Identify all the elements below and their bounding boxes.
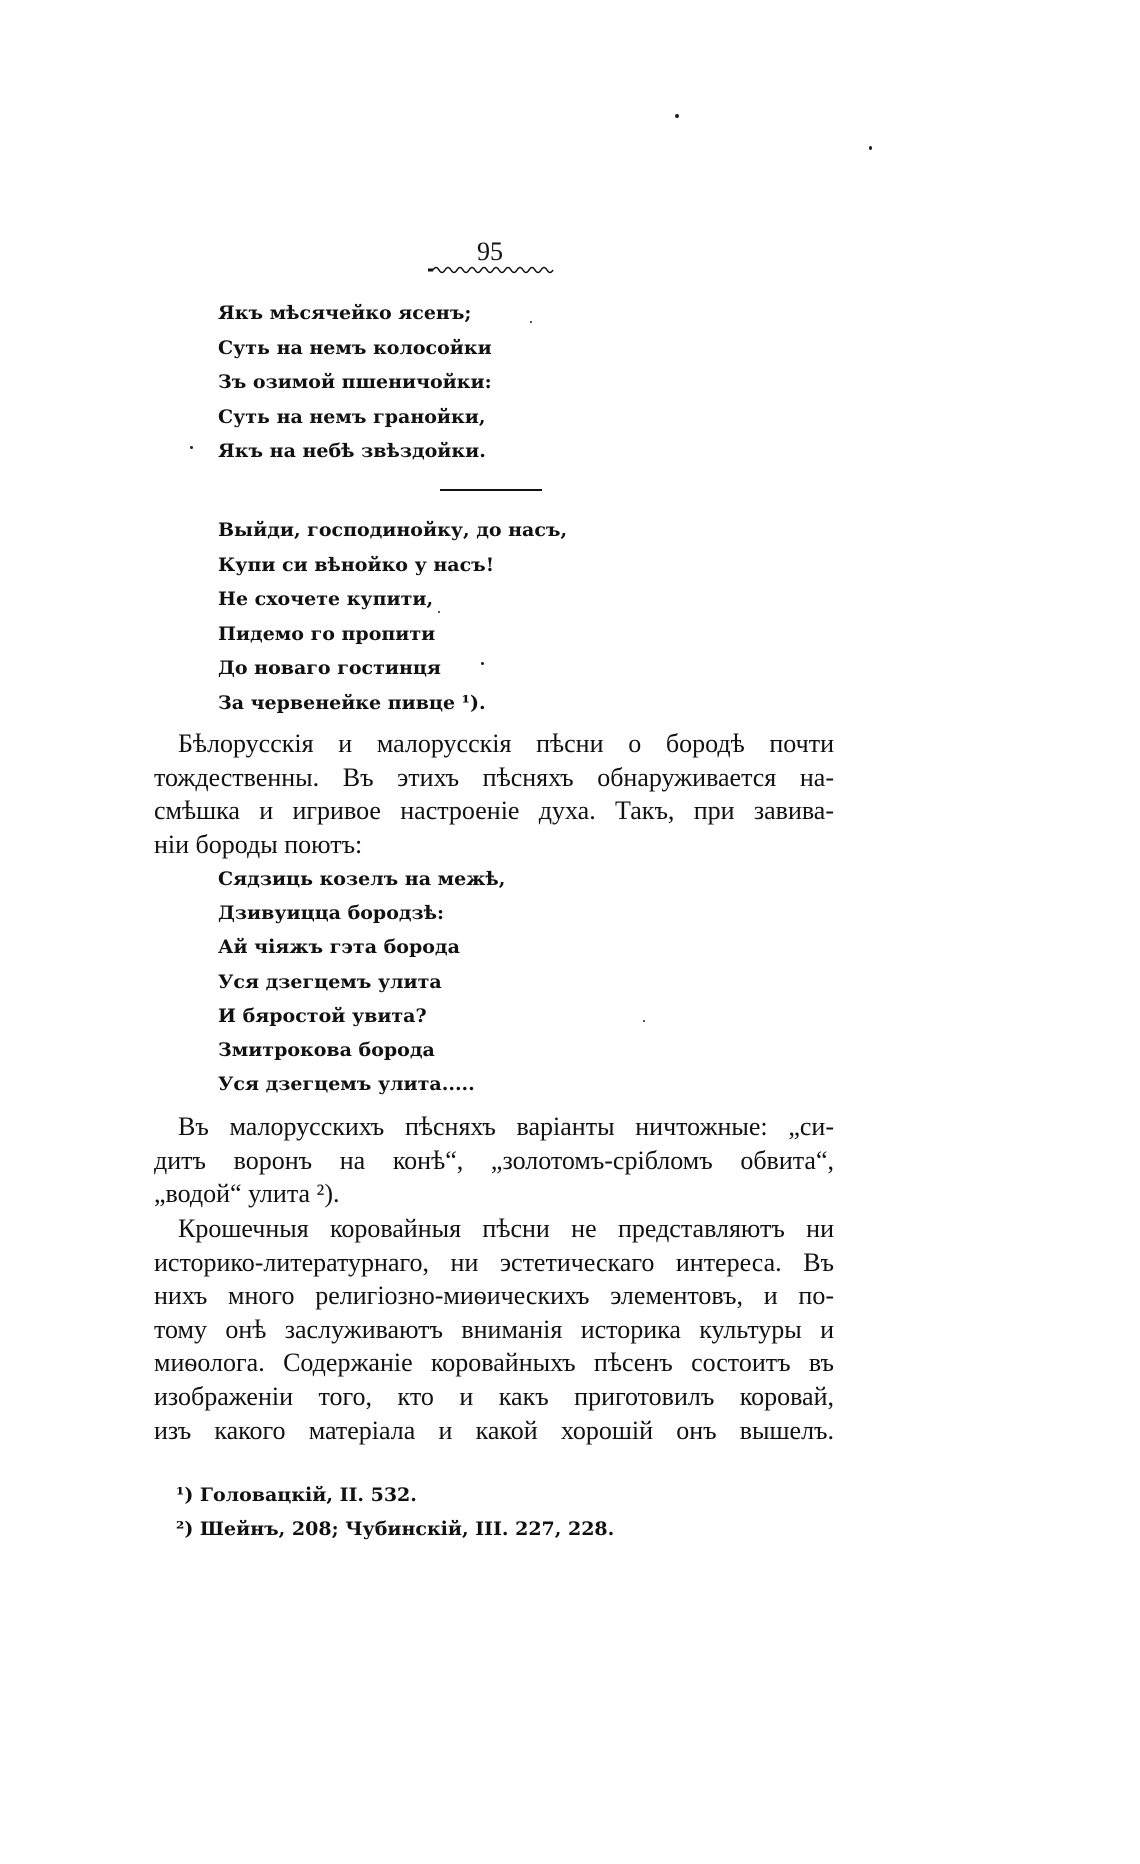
text-line: Въ малорусскихъ пѣсняхъ варіанты ничтожные: „си- xyxy=(178,1112,834,1141)
verse-line: Якъ мѣсячейко ясенъ; xyxy=(218,302,472,324)
text-line: смѣшка и игривое настроеніе духа. Такъ, при завива- xyxy=(154,796,834,826)
wavy-ornament xyxy=(428,264,558,278)
text-line: Крошечныя коровайныя пѣсни не представляютъ ни xyxy=(178,1214,834,1243)
verse-line: Якъ на небѣ звѣздойки. xyxy=(218,440,486,463)
text-line: дитъ воронъ на конѣ“, „золотомъ-срібломъ обвита“, xyxy=(154,1145,834,1175)
verse-line: Дзивуицца бородзѣ: xyxy=(218,902,445,925)
scan-speck xyxy=(190,446,193,449)
verse-line: Уся дзегцемъ улитa xyxy=(218,970,442,993)
scan-speck xyxy=(675,114,679,118)
text-line: тому онѣ заслуживаютъ вниманія историка культуры и xyxy=(154,1314,834,1344)
footnote: ²) Шейнъ, 208; Чубинскій, III. 227, 228. xyxy=(176,1518,615,1540)
scan-speck xyxy=(530,321,532,323)
text-line: тождественны. Въ этихъ пѣсняхъ обнаруживается на- xyxy=(154,762,834,792)
verse-line: Зъ озимой пшеничойки: xyxy=(218,371,492,394)
text-line: ніи бороды поютъ: xyxy=(154,829,363,859)
text-line: „водой“ улита ²). xyxy=(154,1179,340,1209)
page-number: 95 xyxy=(477,237,503,266)
verse-line: Суть на немъ колосойки xyxy=(218,336,492,359)
footnote: ¹) Головацкій, II. 532. xyxy=(176,1484,417,1506)
verse-line: Не схочете купити, xyxy=(218,588,434,611)
verse-stanza-1 xyxy=(218,296,492,469)
verse-line: И бяростой увита? xyxy=(218,1004,427,1027)
paragraph-2 xyxy=(154,1110,834,1211)
text-line: изъ какого матеріала и какой хорошій онъ вышелъ. xyxy=(154,1415,834,1445)
paragraph-1 xyxy=(154,727,834,861)
verse-line: Ай чiяжъ гэта борода xyxy=(218,936,460,959)
verse-line: До новаго гостинця xyxy=(218,657,441,680)
verse-line: Купи си вѣнойко у насъ! xyxy=(218,553,495,576)
verse-line: За червенейке пивце ¹). xyxy=(218,691,486,714)
verse-line: Суть на немъ гранойки, xyxy=(218,405,486,428)
text-line: нихъ много религіозно-миѳическихъ элементовъ, и по- xyxy=(154,1281,834,1311)
verse-line: Пидемо го пропити xyxy=(218,622,436,645)
verse-line: Уся дзегцемъ улита..... xyxy=(218,1073,475,1096)
scan-speck xyxy=(869,146,872,150)
scan-speck xyxy=(643,1020,645,1022)
verse-stanza-3 xyxy=(218,862,505,1101)
verse-line: Змитрокова борода xyxy=(218,1038,435,1061)
text-line: миѳолога. Содержаніе коровайныхъ пѣсенъ состоитъ въ xyxy=(154,1348,834,1378)
paragraph-3 xyxy=(154,1212,834,1447)
text-line: Бѣлорусскія и малорусскія пѣсни о бородѣ почти xyxy=(178,729,834,758)
verse-line: Сядзиць козелъ на межѣ, xyxy=(218,868,506,890)
verse-line: Выйди, господинойку, до насъ, xyxy=(218,519,568,541)
section-divider xyxy=(440,489,542,491)
footnotes xyxy=(176,1478,614,1546)
text-line: изображеніи того, кто и какъ приготовилъ коровай, xyxy=(154,1381,834,1411)
text-line: историко-литературнаго, ни эстетическаго интереса. Въ xyxy=(154,1247,834,1277)
verse-stanza-2 xyxy=(218,513,567,721)
